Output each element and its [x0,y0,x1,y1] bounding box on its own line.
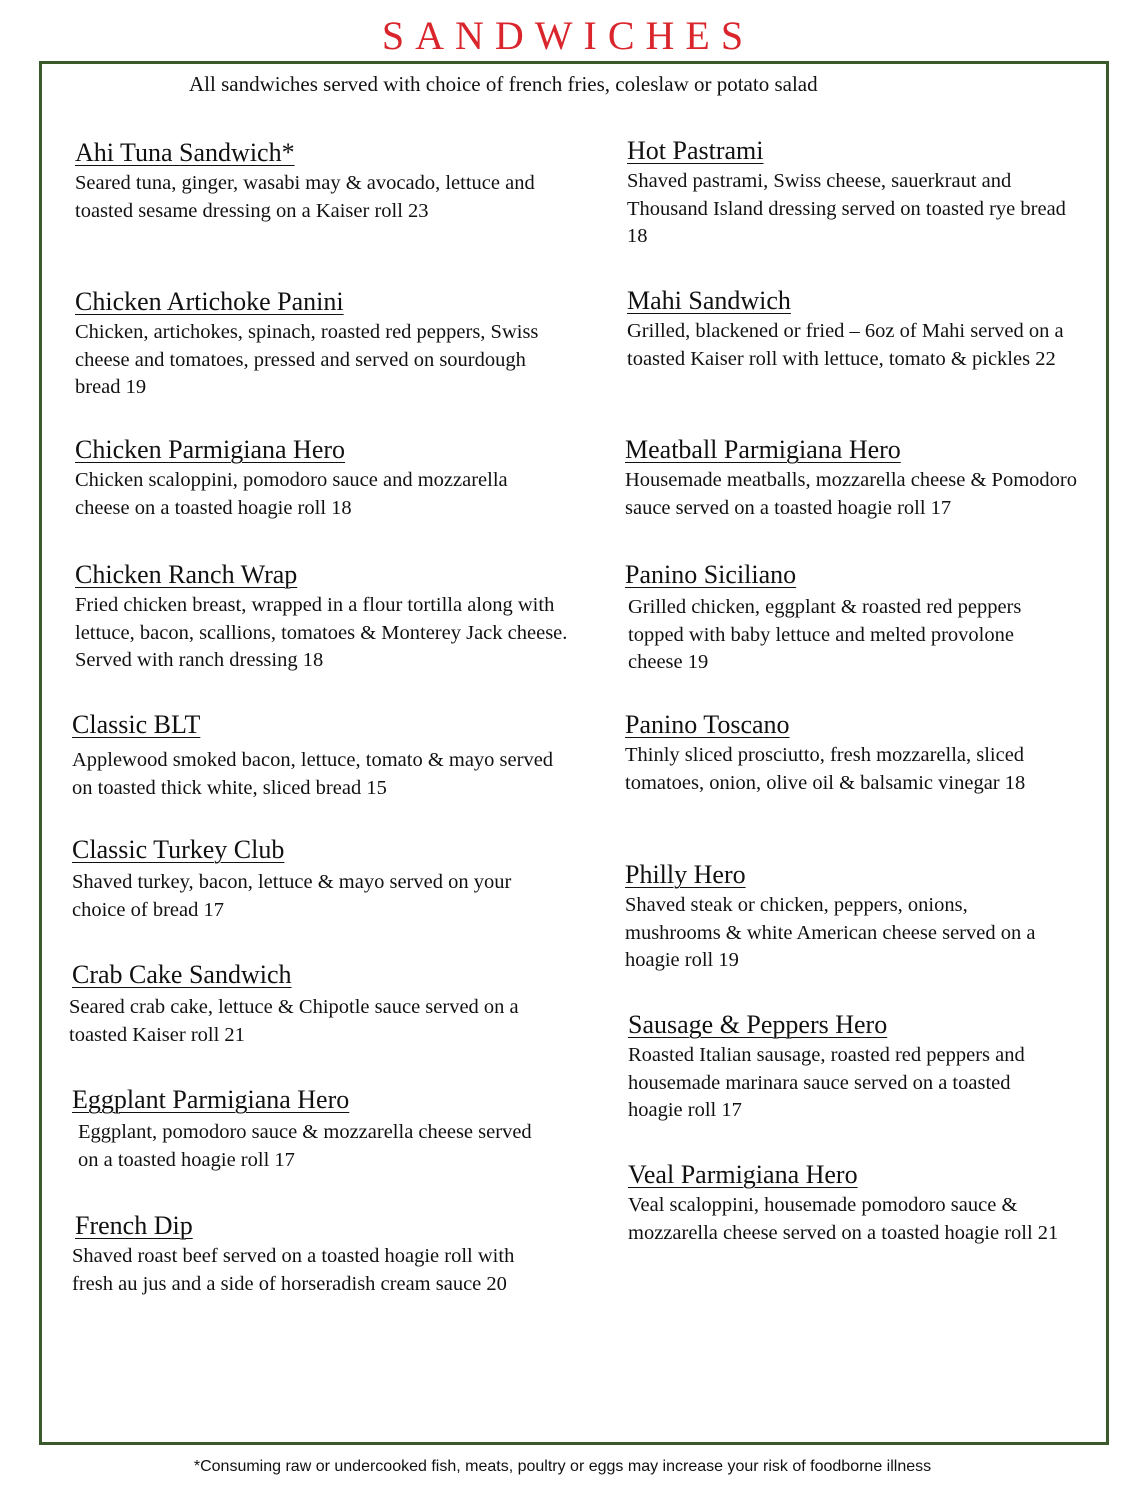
menu-item-description: Eggplant, pomodoro sauce & mozzarella cheese served on a toasted hoagie roll 17 [78,1121,532,1171]
menu-item [628,1009,1058,1125]
menu-item [627,135,1077,251]
menu-item [625,709,1055,797]
menu-item-description: Veal scaloppini, housemade pomodoro sauce & mozzarella cheese served on a toasted hoagie roll 21 [628,1194,1059,1244]
menu-subtitle: All sandwiches served with choice of french fries, coleslaw or potato salad [189,72,818,96]
menu-item [625,559,1065,677]
menu-item-description: Shaved roast beef served on a toasted hoagie roll with fresh au jus and a side of horseradish cream sauce 20 [72,1245,515,1295]
menu-item-name: Mahi Sandwich [627,286,791,315]
menu-item [72,834,532,924]
menu-item-description: Shaved pastrami, Swiss cheese, sauerkraut and Thousand Island dressing served on toasted rye bread 18 [627,170,1066,247]
menu-item [72,709,562,802]
menu-item-name: Crab Cake Sandwich [72,960,292,989]
menu-item [75,286,555,402]
menu-item [75,434,535,522]
menu-item-name: Classic Turkey Club [72,835,285,864]
menu-item [75,559,575,675]
menu-item-description: Seared tuna, ginger, wasabi may & avocado, lettuce and toasted sesame dressing on a Kaiser roll 23 [75,172,535,222]
menu-item [75,137,535,225]
menu-item-name: Chicken Artichoke Panini [75,287,344,316]
menu-item-name: Meatball Parmigiana Hero [625,435,901,464]
menu-item-description: Chicken, artichokes, spinach, roasted red peppers, Swiss cheese and tomatoes, pressed and served on sourdough bread 19 [75,321,539,398]
menu-item-description: Thinly sliced prosciutto, fresh mozzarella, sliced tomatoes, onion, olive oil & balsamic vinegar 18 [625,744,1026,794]
menu-item-name: Chicken Parmigiana Hero [75,435,346,464]
page-title: SANDWICHES [381,13,755,58]
menu-item-description: Applewood smoked bacon, lettuce, tomato & mayo served on toasted thick white, sliced bread 15 [72,749,554,799]
menu-item-description: Roasted Italian sausage, roasted red peppers and housemade marinara sauce served on a toasted hoagie roll 17 [628,1044,1025,1121]
menu-item-name: Hot Pastrami [627,136,764,165]
menu-item-name: Classic BLT [72,710,201,739]
menu-item-name: Philly Hero [625,860,746,889]
menu-item-description: Grilled chicken, eggplant & roasted red peppers topped with baby lettuce and melted provolone cheese 19 [628,596,1022,673]
menu-item-description: Shaved steak or chicken, peppers, onions, mushrooms & white American cheese served on a hoagie roll 19 [625,894,1036,971]
menu-item-name: Veal Parmigiana Hero [628,1160,858,1189]
menu-item-name: Panino Siciliano [625,560,797,589]
menu-item [69,959,539,1049]
menu-item [72,1210,532,1298]
menu-item-name: Chicken Ranch Wrap [75,560,298,589]
menu-item-description: Fried chicken breast, wrapped in a flour tortilla along with lettuce, bacon, scallions, tomatoes & Monterey Jack cheese. Served with ranch dressing 18 [75,594,568,671]
menu-item [625,434,1095,522]
menu-item [628,1159,1078,1247]
menu-item-description: Chicken scaloppini, pomodoro sauce and mozzarella cheese on a toasted hoagie roll 18 [75,469,508,519]
footnote: *Consuming raw or undercooked fish, meats, poultry or eggs may increase your risk of foodborne illness [193,1458,932,1475]
menu-item [627,285,1077,373]
menu-item-name: French Dip [75,1211,193,1240]
menu-item-name: Sausage & Peppers Hero [628,1010,888,1039]
menu-item [625,859,1065,975]
menu-item-description: Shaved turkey, bacon, lettuce & mayo served on your choice of bread 17 [72,871,512,921]
menu-item-description: Seared crab cake, lettuce & Chipotle sauce served on a toasted Kaiser roll 21 [69,996,519,1046]
menu-item-description: Grilled, blackened or fried – 6oz of Mahi served on a toasted Kaiser roll with lettuce, tomato & pickles 22 [627,320,1064,370]
menu-item [72,1084,542,1174]
menu-item-name: Eggplant Parmigiana Hero [72,1085,350,1114]
menu-item-description: Housemade meatballs, mozzarella cheese & Pomodoro sauce served on a toasted hoagie roll 17 [625,469,1077,519]
menu-item-name: Panino Toscano [625,710,790,739]
menu-item-name: Ahi Tuna Sandwich* [75,138,295,167]
